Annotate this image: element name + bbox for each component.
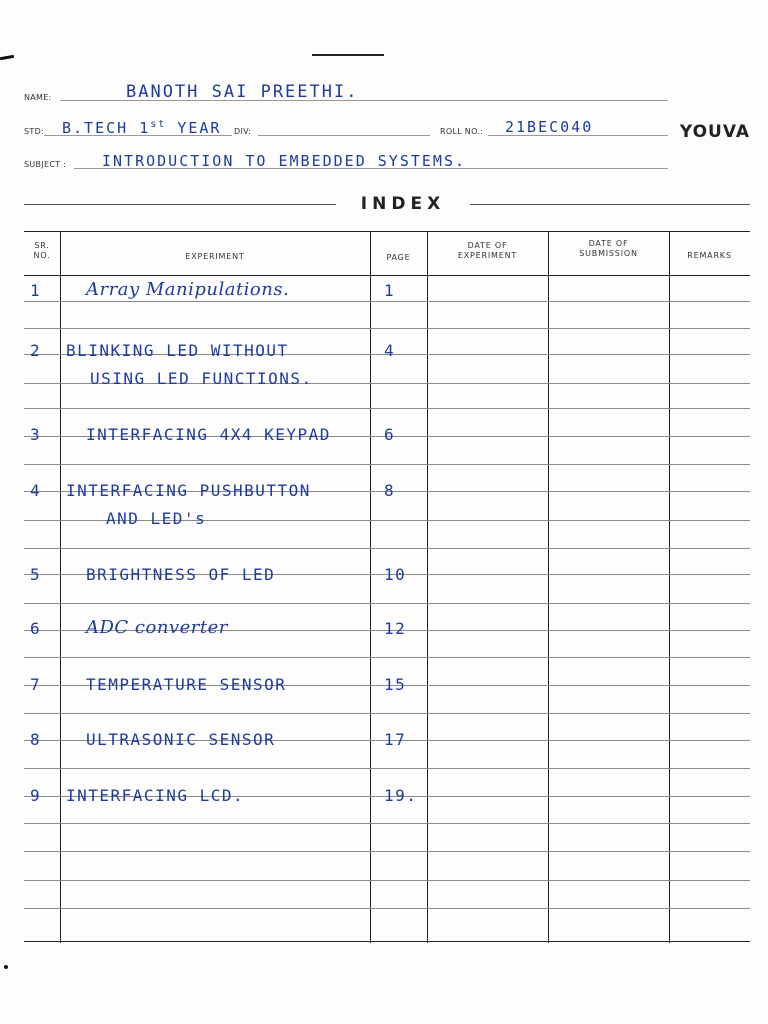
row-sr-no: 1 bbox=[30, 281, 42, 300]
row-rule bbox=[24, 908, 750, 909]
index-table bbox=[24, 231, 750, 943]
row-page: 19. bbox=[384, 786, 418, 805]
row-experiment: BRIGHTNESS OF LED bbox=[86, 565, 276, 584]
row-sr-no: 8 bbox=[30, 730, 42, 749]
col-divider-sr bbox=[60, 231, 61, 943]
col-divider-page bbox=[427, 231, 428, 943]
corner-mark bbox=[0, 55, 14, 60]
row-rule bbox=[24, 851, 750, 852]
dot-mark bbox=[4, 965, 8, 969]
row-rule bbox=[24, 603, 750, 604]
row-page: 1 bbox=[384, 281, 396, 300]
row-experiment-continued: AND LED's bbox=[106, 509, 207, 528]
row-page: 15 bbox=[384, 675, 407, 694]
row-sr-no: 3 bbox=[30, 425, 42, 444]
row-sr-no: 5 bbox=[30, 565, 42, 584]
row-experiment: ADC converter bbox=[86, 617, 228, 638]
div-line bbox=[258, 135, 430, 136]
top-stroke bbox=[312, 54, 384, 56]
header-sr-no: SR. NO. bbox=[33, 241, 51, 260]
row-rule bbox=[24, 823, 750, 824]
header-page: PAGE bbox=[386, 253, 411, 262]
header-bottom-rule bbox=[24, 275, 750, 276]
row-rule bbox=[24, 713, 750, 714]
header-date-of-experiment: DATE OF EXPERIMENT bbox=[457, 241, 518, 260]
name-label: NAME: bbox=[24, 93, 52, 102]
header-experiment: EXPERIMENT bbox=[185, 252, 245, 261]
col-divider-date-sub bbox=[669, 231, 670, 943]
row-rule bbox=[24, 408, 750, 409]
row-sr-no: 4 bbox=[30, 481, 42, 500]
roll-label: ROLL NO.: bbox=[440, 127, 484, 136]
row-rule bbox=[24, 768, 750, 769]
brand-logo: YOUVA bbox=[679, 122, 750, 142]
row-experiment-continued: USING LED FUNCTIONS. bbox=[90, 369, 313, 388]
subject-value: INTRODUCTION TO EMBEDDED SYSTEMS. bbox=[102, 152, 467, 170]
row-sr-no: 2 bbox=[30, 341, 42, 360]
row-rule bbox=[24, 880, 750, 881]
row-experiment: Array Manipulations. bbox=[86, 279, 290, 300]
row-experiment: INTERFACING LCD. bbox=[66, 786, 245, 805]
table-top-rule bbox=[24, 231, 750, 232]
row-rule bbox=[24, 657, 750, 658]
name-value: BANOTH SAI PREETHI. bbox=[126, 82, 359, 102]
div-label: DIV: bbox=[234, 127, 252, 136]
header-date-of-submission: DATE OF SUBMISSION bbox=[579, 239, 638, 258]
index-title: INDEX bbox=[344, 194, 462, 214]
col-divider-experiment bbox=[370, 231, 371, 943]
index-heading bbox=[24, 194, 750, 216]
row-page: 8 bbox=[384, 481, 396, 500]
row-sr-no: 7 bbox=[30, 675, 42, 694]
row-rule bbox=[24, 464, 750, 465]
row-experiment: ULTRASONIC SENSOR bbox=[86, 730, 276, 749]
roll-value: 21BEC040 bbox=[505, 118, 594, 136]
subject-label: SUBJECT : bbox=[24, 160, 67, 169]
std-label: STD: bbox=[24, 127, 45, 136]
row-rule bbox=[24, 328, 750, 329]
header-remarks: REMARKS bbox=[687, 251, 732, 260]
col-divider-date-exp bbox=[548, 231, 549, 943]
row-rule bbox=[24, 548, 750, 549]
index-rule-left bbox=[24, 204, 336, 205]
row-page: 10 bbox=[384, 565, 407, 584]
row-page: 17 bbox=[384, 730, 407, 749]
index-rule-right bbox=[470, 204, 750, 205]
row-sr-no: 6 bbox=[30, 619, 42, 638]
table-bottom-rule bbox=[24, 941, 750, 942]
row-rule bbox=[24, 301, 750, 302]
row-page: 12 bbox=[384, 619, 407, 638]
row-page: 6 bbox=[384, 425, 396, 444]
row-sr-no: 9 bbox=[30, 786, 42, 805]
row-page: 4 bbox=[384, 341, 396, 360]
row-experiment: INTERFACING 4X4 KEYPAD bbox=[86, 425, 331, 444]
std-value: B.TECH 1st YEAR bbox=[62, 119, 222, 137]
row-experiment: INTERFACING PUSHBUTTON bbox=[66, 481, 311, 500]
row-experiment: BLINKING LED WITHOUT bbox=[66, 341, 289, 360]
row-experiment: TEMPERATURE SENSOR bbox=[86, 675, 287, 694]
